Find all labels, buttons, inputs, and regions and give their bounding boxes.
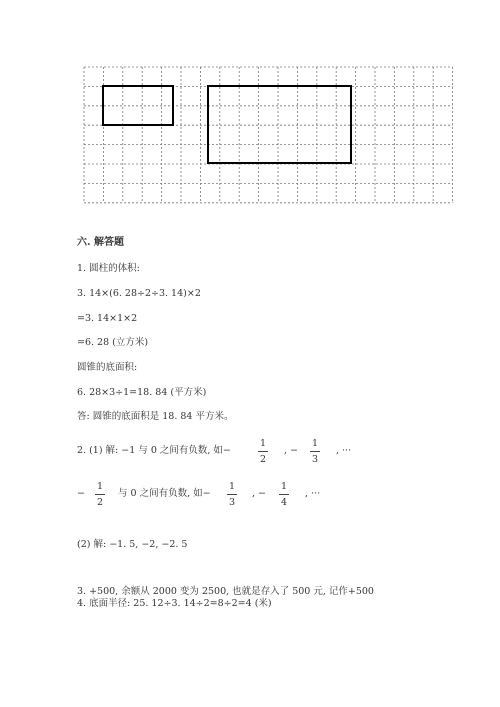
q2-row1-tail: , ··· xyxy=(336,445,352,456)
fraction-denominator: 2 xyxy=(96,497,104,508)
fraction xyxy=(310,438,320,465)
q1-line4: =6. 28 (立方米) xyxy=(77,337,149,348)
fraction-denominator: 3 xyxy=(228,497,236,508)
q1-line1: 1. 圆柱的体积: xyxy=(77,263,140,274)
fraction-bar xyxy=(310,451,320,452)
fraction xyxy=(95,481,105,508)
fraction-bar xyxy=(279,494,289,495)
grid-figure xyxy=(83,66,459,206)
q2-part2: (2) 解: −1. 5, −2, −2. 5 xyxy=(77,539,188,550)
fraction-numerator: 1 xyxy=(311,438,319,449)
fraction-denominator: 4 xyxy=(280,497,288,508)
fraction-numerator: 1 xyxy=(96,481,104,492)
q1-line6: 6. 28×3÷1=18. 84 (平方米) xyxy=(77,387,207,398)
large-rectangle xyxy=(208,86,351,163)
fraction-bar xyxy=(258,451,268,452)
fraction-bar xyxy=(95,494,105,495)
fraction xyxy=(227,481,237,508)
q1-answer: 答: 圆锥的底面积是 18. 84 平方米。 xyxy=(77,411,234,422)
q2-row2-separator: , − xyxy=(252,488,266,499)
fraction-bar xyxy=(227,494,237,495)
q2-row1-prefix: 2. (1) 解: −1 与 0 之间有负数, 如− xyxy=(77,445,231,456)
q1-line2: 3. 14×(6. 28÷2÷3. 14)×2 xyxy=(77,288,201,299)
grid-lines xyxy=(84,67,453,203)
fraction-numerator: 1 xyxy=(280,481,288,492)
q4-answer: 4. 底面半径: 25. 12÷3. 14÷2=8÷2=4 (米) xyxy=(77,598,272,609)
section-heading: 六. 解答题 xyxy=(77,237,124,248)
fraction-numerator: 1 xyxy=(259,438,267,449)
fraction xyxy=(279,481,289,508)
q1-line3: =3. 14×1×2 xyxy=(77,313,138,324)
q3-answer: 3. +500, 余额从 2000 变为 2500, 也就是存入了 500 元, 记作+500 xyxy=(77,586,374,597)
q1-line5: 圆锥的底面积: xyxy=(77,362,138,373)
fraction-denominator: 3 xyxy=(311,454,319,465)
grid-svg xyxy=(83,66,459,206)
q2-row2-tail: , ··· xyxy=(305,488,321,499)
q2-row2-middle: 与 0 之间有负数, 如− xyxy=(118,488,211,499)
fraction-numerator: 1 xyxy=(228,481,236,492)
q2-row1-separator: , − xyxy=(284,445,298,456)
fraction xyxy=(258,438,268,465)
fraction-denominator: 2 xyxy=(259,454,267,465)
q2-row2-prefix: − xyxy=(77,488,85,499)
